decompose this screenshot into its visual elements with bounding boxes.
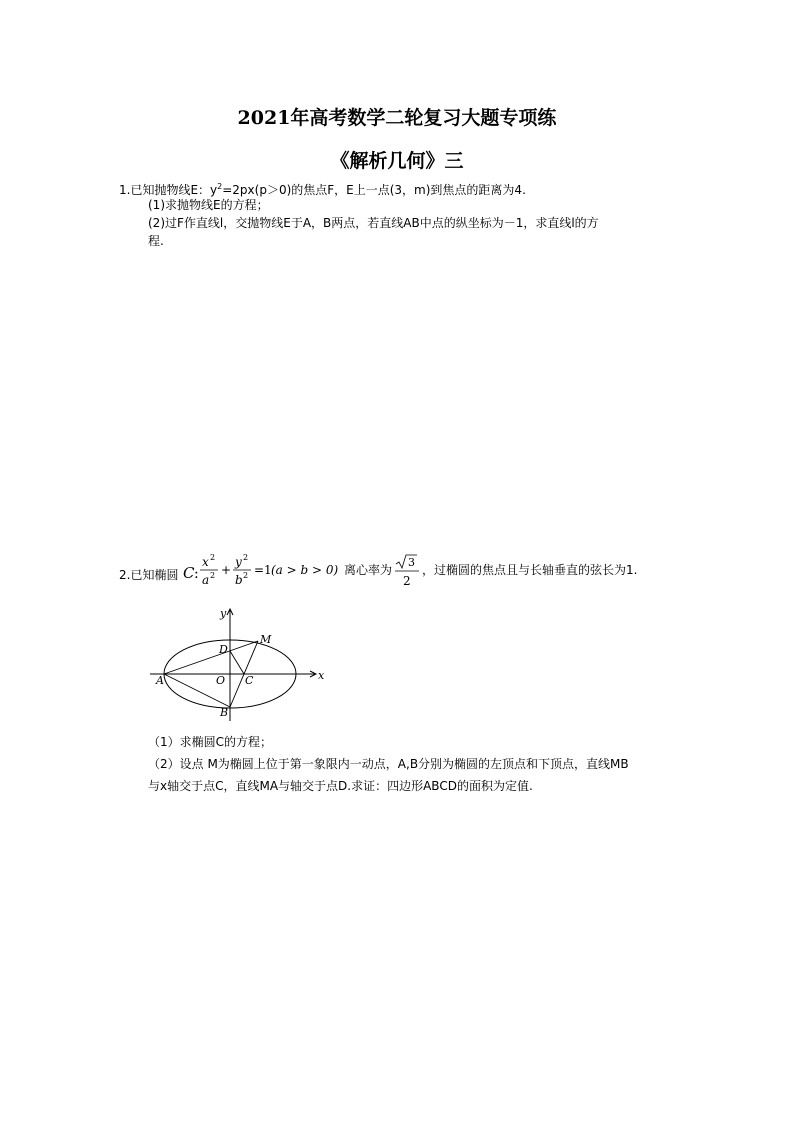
formula-eq1: =1 [254, 563, 272, 577]
q1-stem-prefix: 1.已知抛物线E：y [119, 183, 218, 197]
formula-x: x [202, 555, 209, 569]
q2-prefix: 2.已知椭圆 [119, 568, 179, 582]
q2-part1: （1）求椭圆C的方程； [148, 735, 273, 749]
q1-stem-suffix: =2px(p＞0)的焦点F，E上一点(3，m)到焦点的距离为4. [222, 183, 526, 197]
formula-y-exp: 2 [243, 553, 249, 562]
q2-part2-line2: 与x轴交于点C，直线MA与轴交于点D.求证：四边形ABCD的面积为定值. [148, 779, 533, 793]
q1-stem [119, 179, 526, 198]
formula-a-exp: 2 [210, 571, 216, 580]
label-m: M [260, 633, 272, 646]
label-x: x [318, 669, 325, 682]
paper-subtitle: 《解析几何》三 [330, 150, 464, 172]
q1-part1: (1)求抛物线E的方程； [148, 198, 269, 212]
q2-ellipse-formula [183, 552, 683, 592]
q1-part2-line1: (2)过F作直线l，交抛物线E于A，B两点，若直线AB中点的纵坐标为－1，求直线l的方 [148, 216, 599, 230]
formula-denominator: 2 [403, 574, 411, 588]
q2-mid-text: 离心率为 [344, 563, 393, 577]
formula-a: a [202, 573, 210, 587]
q2-part2-line1: （2）设点 M为椭圆上位于第一象限内一动点，A,B分别为椭圆的左顶点和下顶点，直线MB [148, 757, 629, 771]
label-d: D [219, 643, 228, 656]
formula-b-exp: 2 [243, 571, 249, 580]
formula-plus: + [221, 563, 232, 577]
formula-colon: : [194, 566, 199, 582]
label-y: y [220, 607, 227, 620]
label-c: C [245, 674, 254, 687]
formula-condition: (a > b > 0) [271, 563, 339, 577]
label-o: O [216, 674, 226, 687]
label-b: B [220, 706, 229, 719]
q2-suffix-text: ，过椭圆的焦点且与长轴垂直的弦长为1. [422, 563, 638, 577]
q1-part2-line2: 程. [148, 234, 164, 248]
formula-b: b [235, 573, 243, 587]
q1-stem-sup: 2 [217, 182, 223, 191]
line-dc [230, 651, 244, 674]
line-ma [164, 641, 258, 674]
ellipse-figure [148, 603, 328, 721]
label-a: A [156, 674, 164, 687]
formula-c: C [183, 564, 195, 582]
paper-title: 2021年高考数学二轮复习大题专项练 [237, 107, 557, 129]
formula-x-exp: 2 [210, 553, 216, 562]
sqrt-radicand: 3 [408, 556, 415, 569]
formula-y: y [235, 555, 242, 569]
